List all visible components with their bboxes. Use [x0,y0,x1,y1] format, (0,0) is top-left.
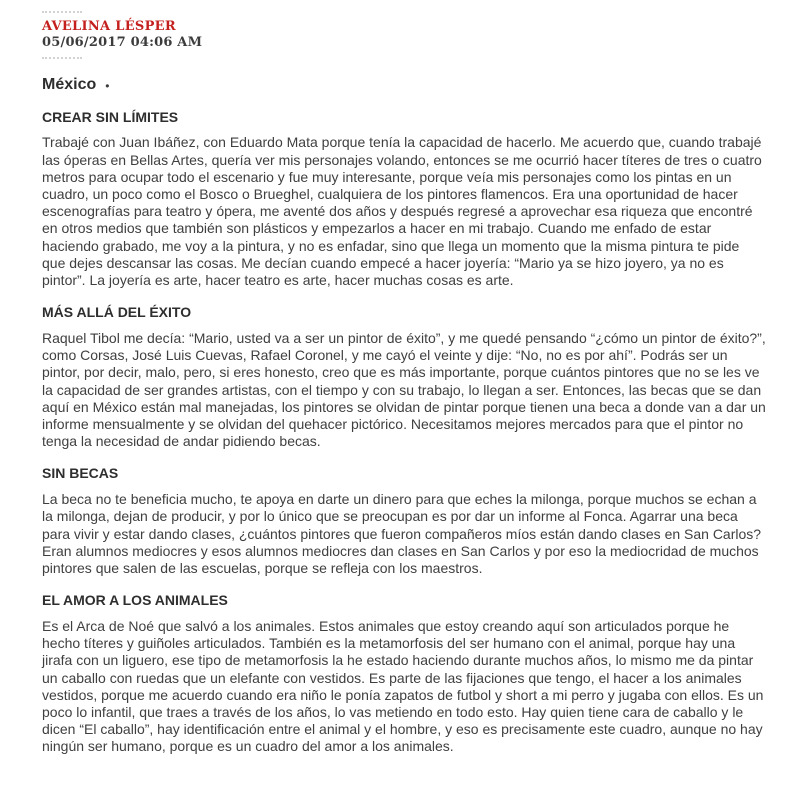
article-section [42,465,766,577]
article-section [42,109,766,290]
location-row [42,76,766,94]
publish-timestamp: 05/06/2017 04:06 AM [42,35,203,50]
byline-top-divider [42,11,82,13]
article-section [42,304,766,450]
author-link[interactable]: AVELINA LÉSPER [42,19,176,34]
section-paragraph: La beca no te beneficia mucho, te apoya en darte un dinero para que eches la milonga, porque muchos se echan a la milonga, dejan de producir, y por lo único que se preocupan es por dar un informe al Fonca. Agarrar una beca para vivir y estar dando clases, ¿cuántos pintores que fueron compañeros míos están dando clases en San Carlos? Eran alumnos mediocres y esos alumnos mediocres dan clases en San Carlos y por eso la mediocridad de muchos pintores que salen de las escuelas, porque se refleja con los maestros. [42,491,762,576]
section-heading: EL AMOR A LOS ANIMALES [42,592,228,609]
section-heading: SIN BECAS [42,465,119,482]
article-body [42,109,766,756]
article-section [42,592,766,755]
bullet-separator-icon: • [105,78,110,93]
section-paragraph: Raquel Tibol me decía: “Mario, usted va a ser un pintor de éxito”, y me quedé pensando “¿cómo un pintor de éxito?”, como Corsas, José Luis Cuevas, Rafael Coronel, y me cayó el veinte y dije: “No, no es por ahí”. Podrás ser un pintor, por decir, malo, pero, si eres honesto, creo que es más importante, porque cuántos pintores que no se les ve la capacidad de ser grandes artistas, con el tiempo y con su trabajo, lo llegan a ser. Entonces, las becas que se dan aquí en México están mal manejadas, los pintores se olvidan de pintar porque tienen una beca a donde van a dar un informe mensualmente y se olvidan del quehacer pictórico. Necesitamos mejores mercados para que el pintor no tenga la necesidad de andar pidiendo becas. [42,329,766,450]
section-paragraph: Trabajé con Juan Ibáñez, con Eduardo Mata porque tenía la capacidad de hacerlo. Me acuerdo que, cuando trabajé las óperas en Bellas Artes, quería ver mis personajes volando, entonces se me ocurrió hacer títeres de tres o cuatro metros para ocupar todo el escenario y fue muy interesante, porque veía mis personajes como los pintas en un cuadro, un poco como el Bosco o Brueghel, cualquiera de los pintores flamencos. Era una oportunidad de hacer escenografías para teatro y ópera, me aventé dos años y después regresé a aprovechar esa riqueza que encontré en otros medios que también son plásticos y empezarlos a hacer en mi trabajo. Cuando me enfado de estar haciendo grabado, me voy a la pintura, y no es enfadar, sino que llega un momento que la misma pintura te pide que dejes descansar las cosas. Me decían cuando empecé a hacer joyería: “Mario ya se hizo joyero, ya no es pintor”. La joyería es arte, hacer teatro es arte, hacer muchas cosas es arte. [42,134,762,288]
location-tag-link[interactable]: México [42,75,97,93]
section-heading: CREAR SIN LÍMITES [42,108,179,125]
byline-bottom-divider [42,57,82,59]
section-heading: MÁS ALLÁ DEL ÉXITO [42,304,192,321]
section-paragraph: Es el Arca de Noé que salvó a los animales. Estos animales que estoy creando aquí son articulados porque he hecho títeres y guiñoles articulados. También es la metamorfosis del ser humano con el animal, porque hay una jirafa con un liguero, ese tipo de metamorfosis la he estado haciendo durante muchos años, lo mismo me da pintar un caballo con ruedas que un elefante con vestidos. Es parte de las fijaciones que tengo, el hacer a los animales vestidos, porque me acuerdo cuando era niño le ponía zapatos de futbol y short a mi perro y jugaba con ellos. Es un poco lo infantil, que traes a través de los años, lo vas metiendo en todo esto. Hay quien tiene cara de caballo y le dicen “El caballo”, hay identificación entre el animal y el hombre, y eso es precisamente este cuadro, aunque no hay ningún ser humano, porque es un cuadro del amor a los animales. [42,617,764,755]
